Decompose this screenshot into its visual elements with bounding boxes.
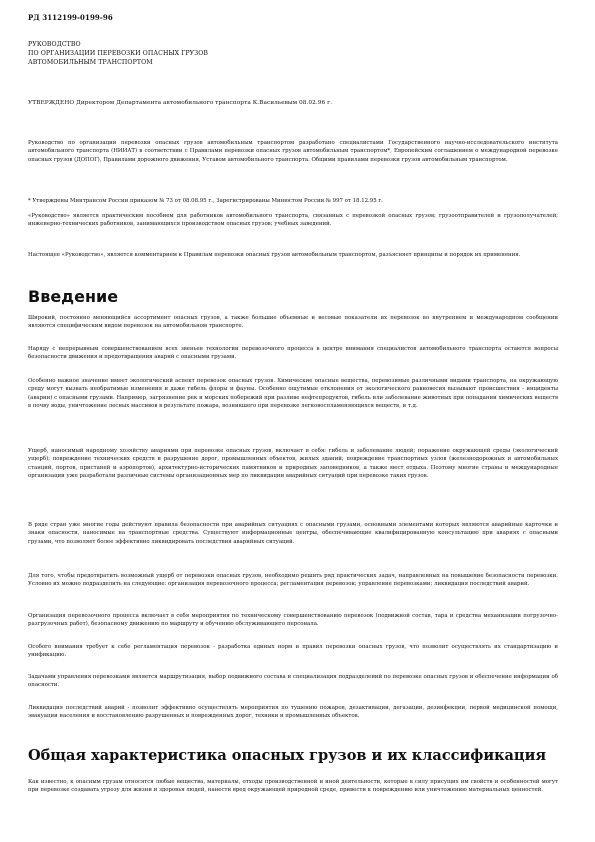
body-paragraph: Задачами управления перевозками является маршрутизация, выбор подвижного состава и специализация подразделений по перевозке опасных грузов и обеспечение информации об опасности. bbox=[28, 674, 558, 689]
body-paragraph: Ущерб, наносимый народному хозяйству авариями при перевозке опасных грузов, включает в себя: гибель и заболевание людей; поражение окружающей среды (экологический ущерб); повреждение технических средств и разрушение дорог, промышленных объектов, жилых зданий; повреждение транспортных узлов (железнодорожных и автомобильных станций, портов, пристаней и аэропортов), архитектурно-исторических памятников и природных заповедников, а также мест отдыха. Поэтому многие страны и международные организации уже разработали различные системы организационных мер по ликвидации аварийных ситуаций при перевозке таких грузов. bbox=[28, 448, 558, 480]
title-line: АВТОМОБИЛЬНЫМ ТРАНСПОРТОМ bbox=[28, 59, 153, 66]
body-paragraph: Для того, чтобы предотвратить возможный ущерб от перевозки опасных грузов, необходимо решить ряд практических задач, направленных на повышение безопасности перевозки. Условно их можно подразделить на следующие: организация перевозочного процесса; регламентация перевозок; управление перевозками; ликвидация последствий аварий. bbox=[28, 573, 558, 588]
body-paragraph: Особого внимания требует к себе регламентация перевозок - разработка единых норм и правил перевозки опасных грузов, что позволит осуществлять их стандартизацию и унификацию. bbox=[28, 644, 558, 659]
body-paragraph: Ликвидация последствий аварий - позволит эффективно осуществлять мероприятия по тушению пожаров, дезактивации, дегазации, дезинфекции, первой медицинской помощи, эвакуации населения и восстановлению разрушенных и поврежденных дорог, техники и промышленных объектов. bbox=[28, 705, 558, 720]
document-code: РД 3112199-0199-96 bbox=[28, 13, 113, 22]
title-line: ПО ОРГАНИЗАЦИИ ПЕРЕВОЗКИ ОПАСНЫХ ГРУЗОВ bbox=[28, 50, 209, 57]
intro-paragraph: Настоящее «Руководство», является комментарием к Правилам перевозки опасных грузов автомобильным транспортом, разъясняет принципы и порядок их применения. bbox=[28, 252, 521, 258]
section-heading: Введение bbox=[28, 287, 119, 306]
body-paragraph: Наряду с непрерывным совершенствованием всех звеньев технологии перевозочного процесса в центре внимания специалистов автомобильного транспорта остаются вопросы безопасности движения и предотвращения аварий с опасными грузами. bbox=[28, 346, 558, 361]
approval-line: УТВЕРЖДЕНО Директором Департамента автомобильного транспорта К.Васильевым 08.02.96 г. bbox=[28, 100, 333, 106]
body-paragraph: В ряде стран уже многие годы действуют правила безопасности при аварийных ситуациях с опасными грузами, основными элементами которых являются аварийные карточки и знаки опасности, наносимые на транспортные средства. Существуют информационные центры, обеспечивающие квалифицированную консультацию при авариях с опасными грузами, что позволяет более эффективно ликвидировать последствия аварийных ситуаций. bbox=[28, 522, 558, 545]
footnote: * Утверждены Минтрансом России приказом № 73 от 08.08.95 г., Зарегистрированы Минюстом России № 997 от 18.12.95 г. bbox=[28, 198, 383, 204]
document-title bbox=[28, 40, 208, 67]
body-paragraph: Как известно, к опасным грузам относятся любые вещества, материалы, отходы производственной и иной деятельности, которые в силу присущих им свойств и особенностей могут при перевозке создавать угрозу для жизни и здоровья людей, нанести вред окружающей природной среде, привести к повреждению или уничтожению материальных ценностей. bbox=[28, 779, 558, 794]
section-heading: Общая характеристика опасных грузов и их классификация bbox=[28, 747, 547, 764]
intro-paragraph: Руководство по организации перевозки опасных грузов автомобильным транспортом разработано специалистами Государственного научно-исследовательского института автомобильного транспорта (НИИАТ) в соответствии с Правилами перевозки опасных грузов автомобильным транспортом*, Европейским соглашением о международной перевозке опасных грузов (ДОПОГ), Правилами дорожного движения, Уставом автомобильного транспорта. Общими правилами перевозки грузов автомобильным транспортом. bbox=[28, 140, 558, 163]
body-paragraph: Организация перевозочного процесса включает в себя мероприятия по техническому совершенствованию перевозок (подвижной состав, тара и средства механизации погрузочно-разгрузочных работ), безопасному движению по маршруту и обучению обслуживающего персонала. bbox=[28, 613, 558, 628]
body-paragraph: Особенно важное значение имеет экологический аспект перевозок опасных грузов. Химические опасные вещества, перевозимые различными видами транспорта, на окружающую среду могут вызвать необратимые изменения и даже гибель флоры и фауны. Особенно ощутимые отклонения от экологического равновесия вызывают происшествия - инциденты (аварии) с опасными грузами. Например, загрязнение рек и морских побережий при разливе нефтепродуктов, гибель или заболевание животных при попадании химических веществ в почву воды, уничтожение лесных массивов в результате пожара, возникшего при перевозке легковоспламеняющихся веществ, и т.д. bbox=[28, 378, 558, 410]
title-line: РУКОВОДСТВО bbox=[28, 41, 81, 48]
body-paragraph: Широкий, постоянно меняющийся ассортимент опасных грузов, а также большие объемные и весовые показатели их перевозок во внутреннем и международном сообщении являются специфическим видом перевозок на автомобильном транспорте. bbox=[28, 315, 558, 330]
intro-paragraph: «Руководство» является практическим пособием для работников автомобильного транспорта, связанных с перевозкой опасных грузов; грузоотправителей и грузополучателей; инженерно-технических работников, занимающихся производством опасных грузов; учебных заведений. bbox=[28, 213, 558, 228]
